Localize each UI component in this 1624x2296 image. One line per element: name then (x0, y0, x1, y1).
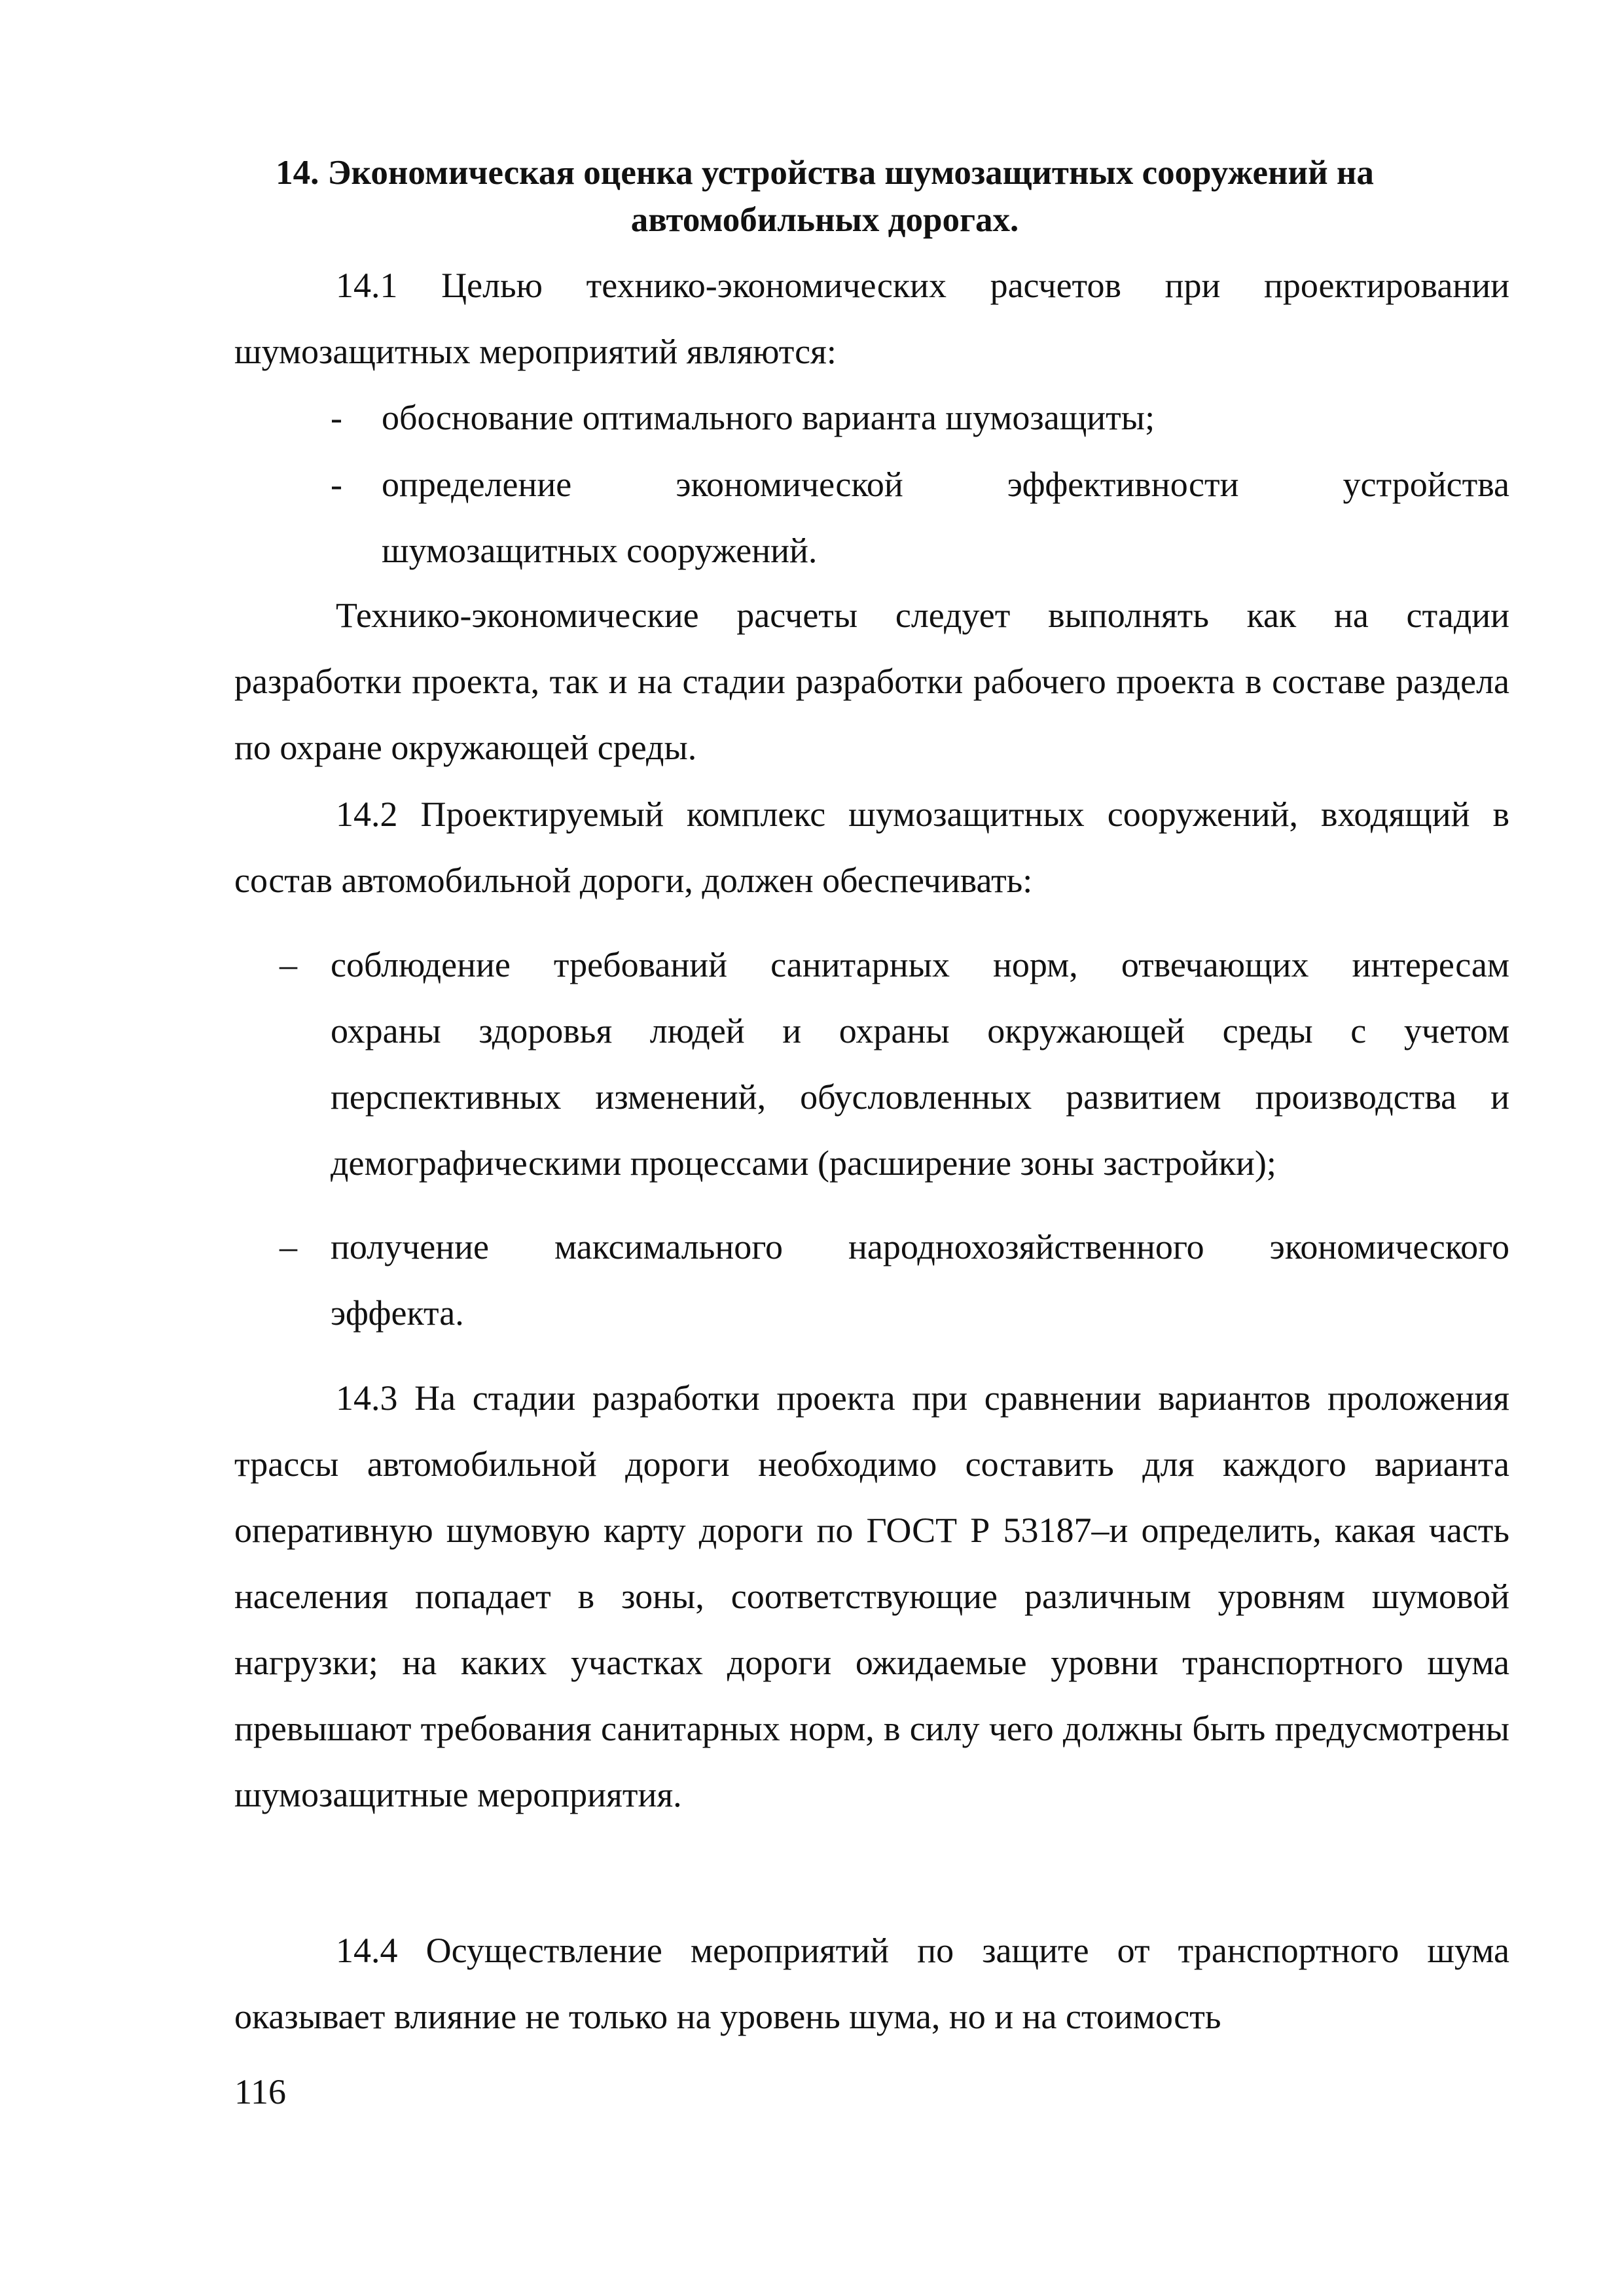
paragraph-14-1: 14.1 Целью технико-экономических расчетов при проектировании шумозащитных мероприятий являются: (234, 266, 1509, 371)
list-item (331, 385, 1509, 451)
page-number: 116 (234, 2072, 286, 2111)
list-item-line: получение максимального народнохозяйственного экономического (331, 1227, 1509, 1266)
list-item (280, 1214, 1509, 1346)
paragraph-technical-economic: Технико-экономические расчеты следует выполнять как на стадии разработки проекта, так и на стадии разработки рабочего проекта в составе раздела по охране окружающей среды. (234, 596, 1509, 767)
dash-marker: – (280, 945, 297, 984)
list-item-line: перспективных изменений, обусловленных развитием производства и (331, 1077, 1509, 1117)
list-item-line: определение экономической эффективности устройства (382, 465, 1509, 504)
list-item-line: шумозащитных сооружений. (382, 531, 818, 570)
paragraph-14-2: 14.2 Проектируемый комплекс шумозащитных сооружений, входящий в состав автомобильной дороги, должен обеспечивать: (234, 795, 1509, 900)
paragraph-14-3: 14.3 На стадии разработки проекта при сравнении вариантов проложения трассы автомобильной дороги необходимо составить для каждого варианта оперативную шумовую карту дороги по ГОСТ Р 53187–и определить, какая часть населения попадает в зоны, соответствующие различным уровням шумовой нагрузки; на каких участках дороги ожидаемые уровни транспортного шума превышают требования санитарных норм, в силу чего должны быть предусмотрены шумозащитные мероприятия. (234, 1378, 1509, 1814)
list-item (331, 452, 1509, 584)
heading-line-2: автомобильных дорогах. (630, 201, 1019, 239)
bullet-marker: - (331, 465, 342, 504)
list-item-line: демографическими процессами (расширение зоны застройки); (331, 1143, 1276, 1183)
list-item-text: обоснование оптимального варианта шумозащиты; (382, 398, 1155, 437)
bullet-marker: - (331, 398, 342, 437)
section-heading (223, 149, 1427, 243)
paragraph-14-4: 14.4 Осуществление мероприятий по защите от транспортного шума оказывает влияние не только на уровень шума, но и на стоимость (234, 1931, 1509, 2036)
dash-marker: – (280, 1227, 297, 1266)
list-item-line: охраны здоровья людей и охраны окружающей среды с учетом (331, 1011, 1509, 1050)
heading-line-1: 14. Экономическая оценка устройства шумозащитных сооружений на (276, 154, 1374, 192)
list-item (280, 932, 1509, 1196)
list-item-line: соблюдение требований санитарных норм, отвечающих интересам (331, 945, 1509, 984)
list-item-line: эффекта. (331, 1293, 464, 1333)
